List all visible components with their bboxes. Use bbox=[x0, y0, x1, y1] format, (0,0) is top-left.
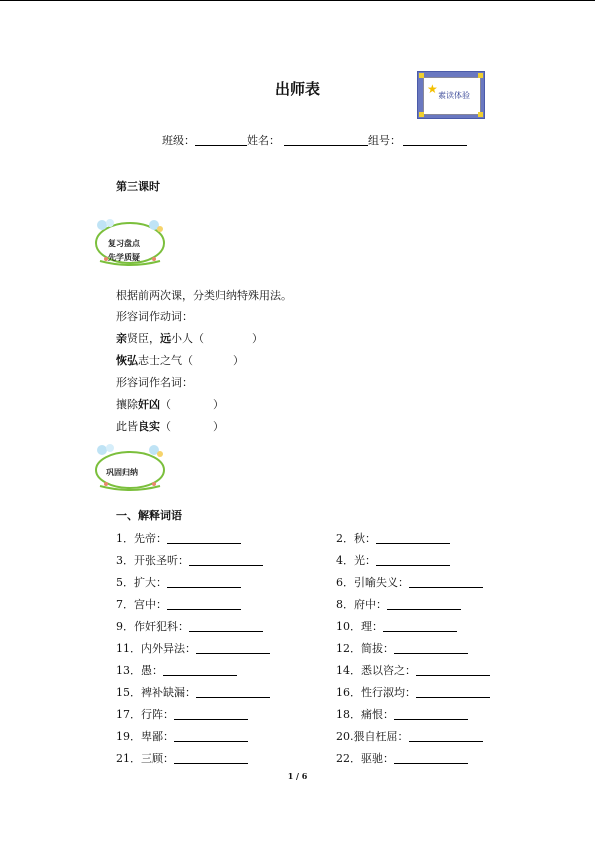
vocab-term: 13．愚： bbox=[116, 664, 163, 677]
vocab-item bbox=[116, 640, 270, 656]
page-number: 1 / 6 bbox=[287, 771, 308, 781]
paren: （ bbox=[160, 398, 171, 411]
vocab-term: 20.猥自枉屈： bbox=[336, 730, 409, 743]
paren: ） bbox=[213, 398, 224, 411]
vocab-term: 21．三顾： bbox=[116, 752, 174, 765]
adj-verb-heading: 形容词作动词： bbox=[116, 310, 193, 323]
example-text: 贤臣， bbox=[127, 332, 160, 345]
name-field[interactable] bbox=[284, 134, 368, 146]
reading-badge bbox=[417, 71, 485, 119]
answer-blank[interactable] bbox=[174, 708, 248, 720]
answer-blank[interactable] bbox=[376, 532, 450, 544]
paren: ） bbox=[252, 332, 263, 345]
answer-blank[interactable] bbox=[394, 752, 468, 764]
vocab-term: 8．府中： bbox=[336, 598, 387, 611]
vocab-item bbox=[336, 684, 490, 700]
name-label: 姓名： bbox=[247, 134, 280, 147]
paren: ） bbox=[233, 354, 244, 367]
corner-decoration bbox=[478, 73, 483, 78]
vocab-item bbox=[116, 574, 241, 590]
answer-blank[interactable] bbox=[174, 730, 248, 742]
answer-blank[interactable] bbox=[167, 576, 241, 588]
vocab-term: 12．简拔： bbox=[336, 642, 394, 655]
vocab-term: 3．开张圣听： bbox=[116, 554, 189, 567]
vocab-term: 4．光： bbox=[336, 554, 376, 567]
consolidate-label: 巩固归纳 bbox=[106, 468, 138, 477]
vocab-term: 11．内外异法： bbox=[116, 642, 196, 655]
top-rule bbox=[0, 0, 595, 1]
answer-blank[interactable] bbox=[189, 620, 263, 632]
review-box bbox=[92, 217, 168, 270]
badge-label: 素读体验 bbox=[438, 91, 470, 100]
vocab-item bbox=[336, 596, 461, 612]
example-3 bbox=[116, 396, 224, 412]
vocab-item bbox=[116, 684, 270, 700]
vocab-term: 15．裨补缺漏： bbox=[116, 686, 196, 699]
vocab-term: 16．性行淑均： bbox=[336, 686, 416, 699]
vocab-term: 2．秋： bbox=[336, 532, 376, 545]
answer-blank[interactable] bbox=[383, 620, 457, 632]
vocab-item bbox=[336, 552, 450, 568]
example-text: 此皆 bbox=[116, 420, 138, 433]
class-field[interactable] bbox=[195, 134, 247, 146]
vocab-term: 22．驱驰： bbox=[336, 752, 394, 765]
answer-blank[interactable] bbox=[394, 642, 468, 654]
vocab-item bbox=[336, 728, 483, 744]
vocab-item bbox=[116, 552, 263, 568]
preview-label: 先学质疑 bbox=[108, 253, 140, 262]
example-4 bbox=[116, 418, 224, 434]
vocab-item bbox=[336, 530, 450, 546]
answer-blank[interactable] bbox=[189, 554, 263, 566]
page-title: 出师表 bbox=[274, 80, 320, 98]
example-text: 攘除 bbox=[116, 398, 138, 411]
key-word: 远 bbox=[160, 332, 171, 345]
answer-blank[interactable] bbox=[196, 642, 270, 654]
corner-decoration bbox=[478, 112, 483, 117]
star-icon: ★ bbox=[427, 82, 438, 96]
key-word: 奸凶 bbox=[138, 398, 160, 411]
vocab-term: 5．扩大： bbox=[116, 576, 167, 589]
vocab-item bbox=[116, 750, 248, 766]
group-field[interactable] bbox=[403, 134, 467, 146]
vocab-item bbox=[116, 618, 263, 634]
answer-blank[interactable] bbox=[387, 598, 461, 610]
answer-blank[interactable] bbox=[196, 686, 270, 698]
consolidate-box bbox=[92, 442, 168, 495]
answer-blank[interactable] bbox=[409, 576, 483, 588]
answer-blank[interactable] bbox=[174, 752, 248, 764]
answer-blank[interactable] bbox=[409, 730, 483, 742]
vocab-item bbox=[336, 706, 468, 722]
answer-blank[interactable] bbox=[394, 708, 468, 720]
class-label: 班级： bbox=[162, 134, 195, 147]
vocab-item bbox=[116, 728, 248, 744]
example-2 bbox=[116, 352, 244, 368]
review-label: 复习盘点 bbox=[108, 239, 140, 248]
key-word: 良实 bbox=[138, 420, 160, 433]
vocab-item bbox=[336, 750, 468, 766]
vocab-term: 19．卑鄙： bbox=[116, 730, 174, 743]
vocab-term: 1．先帝： bbox=[116, 532, 167, 545]
corner-decoration bbox=[419, 112, 424, 117]
vocab-term: 9．作奸犯科： bbox=[116, 620, 189, 633]
vocab-item bbox=[116, 596, 241, 612]
lesson-heading: 第三课时 bbox=[116, 180, 160, 193]
answer-blank[interactable] bbox=[416, 686, 490, 698]
paren: （ bbox=[160, 420, 171, 433]
vocab-item bbox=[116, 662, 237, 678]
key-word: 恢弘 bbox=[116, 354, 138, 367]
vocab-item bbox=[336, 618, 457, 634]
vocab-item bbox=[116, 530, 241, 546]
vocab-term: 18．痛恨： bbox=[336, 708, 394, 721]
vocab-term: 10．理： bbox=[336, 620, 383, 633]
adj-noun-heading: 形容词作名词： bbox=[116, 376, 193, 389]
answer-blank[interactable] bbox=[376, 554, 450, 566]
vocab-term: 14．悉以咨之： bbox=[336, 664, 416, 677]
vocab-item bbox=[116, 706, 248, 722]
student-info bbox=[162, 132, 467, 148]
section-heading: 一、解释词语 bbox=[116, 509, 182, 522]
group-label: 组号： bbox=[368, 134, 401, 147]
intro-text: 根据前两次课，分类归纳特殊用法。 bbox=[116, 289, 292, 302]
example-text: 志士之气（ bbox=[138, 354, 193, 367]
corner-decoration bbox=[419, 73, 424, 78]
answer-blank[interactable] bbox=[416, 664, 490, 676]
vocab-term: 7．宫中： bbox=[116, 598, 167, 611]
vocab-item bbox=[336, 574, 483, 590]
key-word: 亲 bbox=[116, 332, 127, 345]
vocab-term: 6．引喻失义： bbox=[336, 576, 409, 589]
answer-blank[interactable] bbox=[167, 598, 241, 610]
example-text: 小人（ bbox=[171, 332, 204, 345]
answer-blank[interactable] bbox=[167, 532, 241, 544]
vocab-item bbox=[336, 662, 490, 678]
vocab-term: 17．行阵： bbox=[116, 708, 174, 721]
example-1 bbox=[116, 330, 263, 346]
vocab-item bbox=[336, 640, 468, 656]
answer-blank[interactable] bbox=[163, 664, 237, 676]
paren: ） bbox=[213, 420, 224, 433]
